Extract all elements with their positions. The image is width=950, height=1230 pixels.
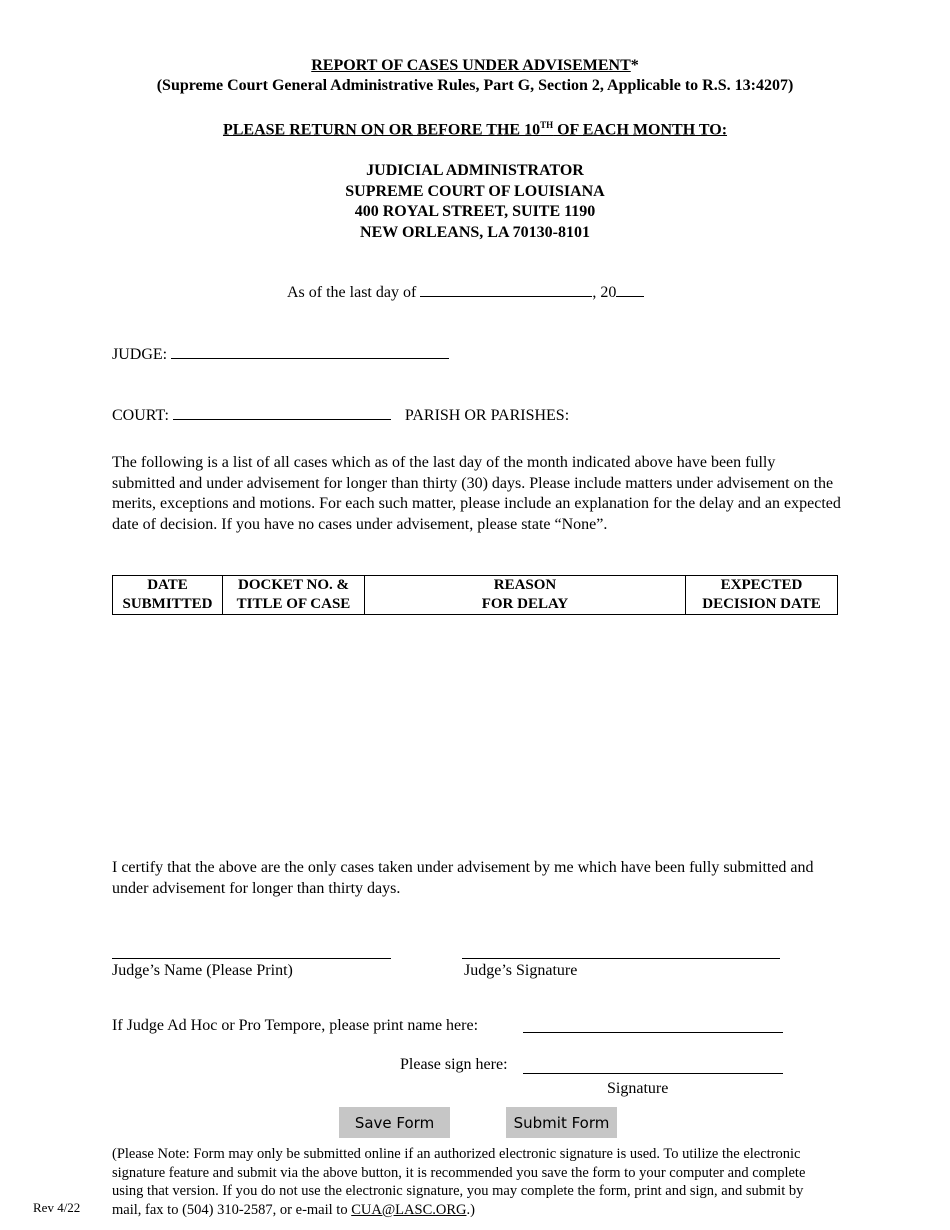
return-suffix: OF EACH MONTH TO: (553, 121, 728, 139)
parish-label: PARISH OR PARISHES: (404, 407, 570, 424)
address-line: 400 ROYAL STREET, SUITE 1190 (354, 203, 596, 221)
header-line: DOCKET NO. & (238, 577, 349, 593)
email-link[interactable]: CUA@LASC.ORG (351, 1201, 467, 1218)
revision-label: Rev 4/22 (33, 1200, 81, 1215)
return-prefix: PLEASE RETURN ON OR BEFORE THE 10 (222, 121, 541, 139)
header-line: DATE (147, 577, 188, 593)
court-label: COURT: (112, 407, 169, 424)
header-line: REASON (493, 577, 557, 593)
form-subtitle: (Supreme Court General Administrative Rules, Part G, Section 2, Applicable to R.S. 13:4207) (156, 77, 794, 94)
note-text: (Please Note: Form may only be submitted online if an authorized electronic signature is used. To utilize the electronic signature feature and submit via the above button, it is recommended you save the form to your computer and complete using that version. If you do not use the electronic signature, you may complete the form, print and sign, and submit by mail, fax to (504) 310-2587, or e-mail to (112, 1146, 806, 1218)
address-line: SUPREME COURT OF LOUISIANA (345, 182, 605, 200)
return-instruction (0, 120, 950, 139)
judge-signature-label: Judge’s Signature (464, 962, 578, 979)
title-asterisk: * (630, 57, 639, 74)
certification-paragraph: I certify that the above are the only cases taken under advisement by me which have been fully submitted and under advisement for longer than thirty days. (112, 859, 814, 897)
address-line: JUDICIAL ADMINISTRATOR (366, 162, 584, 179)
judge-label: JUDGE: (112, 346, 168, 363)
year-field[interactable] (616, 295, 644, 297)
court-field[interactable] (173, 418, 391, 420)
form-title (0, 57, 950, 75)
submit-form-button[interactable]: Submit Form (506, 1107, 617, 1138)
mailing-address (0, 161, 950, 244)
column-header-reason (365, 576, 686, 615)
column-header-date-submitted (113, 576, 223, 615)
ad-hoc-name-line[interactable] (523, 1032, 783, 1033)
cases-table (112, 575, 838, 615)
instructions-paragraph: The following is a list of all cases which as of the last day of the month indicated above have been fully submitted and under advisement for longer than thirty (30) days. Please include matters under advisement on the merits, exceptions and motions. For each such matter, please include an explanation for the delay and an expected date of decision. If you have no cases under advisement, please state “None”. (112, 454, 841, 533)
header-line: EXPECTED (720, 577, 803, 593)
note-closing: .) (466, 1201, 475, 1218)
save-form-button[interactable]: Save Form (339, 1107, 450, 1138)
ad-hoc-label: If Judge Ad Hoc or Pro Tempore, please print name here: (112, 1017, 479, 1034)
judge-name-label: Judge’s Name (Please Print) (112, 962, 293, 979)
as-of-row (287, 284, 644, 302)
address-line: NEW ORLEANS, LA 70130-8101 (360, 224, 590, 242)
as-of-label: As of the last day of (287, 284, 417, 301)
header-line: DECISION DATE (702, 596, 821, 612)
return-superscript: TH (540, 120, 554, 130)
please-sign-label: Please sign here: (400, 1056, 508, 1073)
column-header-docket (223, 576, 365, 615)
column-header-expected-date (686, 576, 838, 615)
judge-signature-line[interactable] (462, 958, 780, 959)
judge-name-line[interactable] (112, 958, 391, 959)
signature-caption: Signature (607, 1080, 669, 1097)
header-line: TITLE OF CASE (236, 596, 351, 612)
please-sign-line[interactable] (523, 1073, 783, 1074)
header-line: FOR DELAY (481, 596, 569, 612)
form-title-text: REPORT OF CASES UNDER ADVISEMENT (311, 57, 631, 74)
judge-row (112, 346, 449, 364)
table-header-row (113, 576, 838, 615)
header-line: SUBMITTED (122, 596, 213, 612)
month-field[interactable] (420, 295, 592, 297)
year-prefix: , 20 (592, 284, 617, 301)
submission-note (112, 1145, 832, 1219)
judge-field[interactable] (171, 357, 449, 359)
court-row (112, 407, 569, 425)
